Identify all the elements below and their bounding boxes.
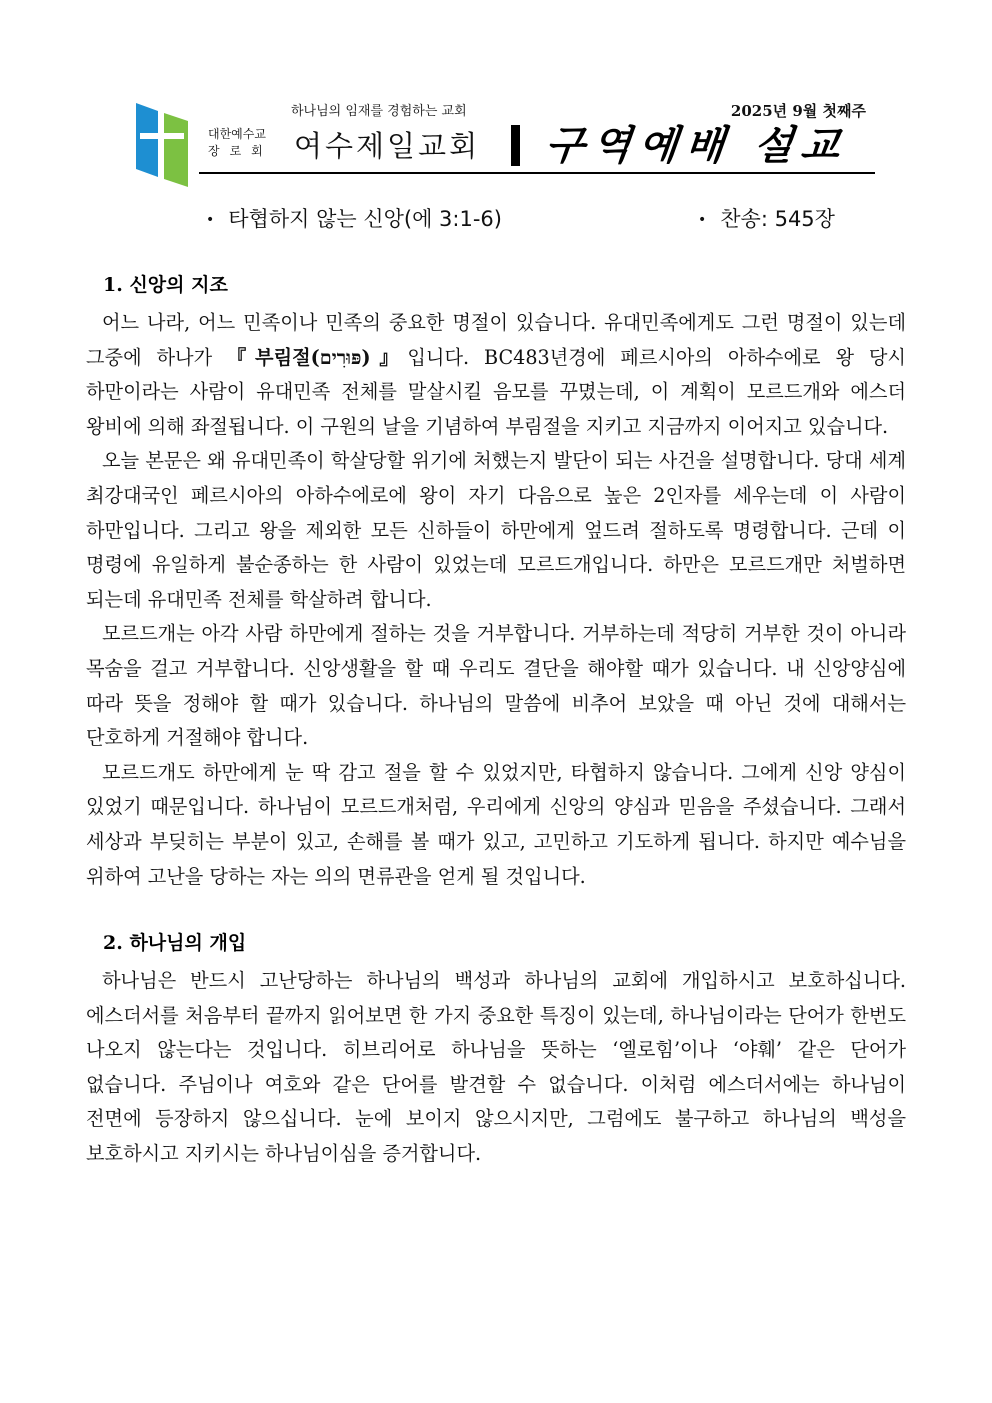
- paragraph: 모르드개도 하만에게 눈 딱 감고 절을 할 수 있었지만, 타협하지 않습니다. 그에게 신앙 양심이 있었기 때문입니다. 하나님이 모르드개처럼, 우리에게 신앙의 양심과 믿음을 주셨습니다. 그래서 세상과 부딪히는 부분이 있고, 손해를 볼 때가 있고, 고민하고 기도하게 됩니다. 하지만 예수님을 위하여 고난을 당하는 자는 의의 면류관을 얻게 될 것입니다.: [86, 760, 906, 888]
- bullet-icon: •: [698, 212, 707, 228]
- church-name: 여수제일교회: [294, 129, 481, 163]
- bullet-icon: •: [206, 212, 215, 228]
- section-heading: 1. 신앙의 지조: [103, 274, 228, 296]
- church-motto: 하나님의 임재를 경험하는 교회: [291, 104, 467, 119]
- header-divider-bar: [511, 125, 520, 166]
- purim-term: 『부림절(פּוּרִים)』: [227, 345, 408, 369]
- document-header: [0, 0, 992, 180]
- section-heading: 2. 하나님의 개입: [103, 932, 247, 955]
- paragraph: 하나님은 반드시 고난당하는 하나님의 백성과 하나님의 교회에 개입하시고 보호하십니다. 에스더서를 처음부터 끝까지 읽어보면 한 가지 중요한 특징이 있는데, 하나님이라는 단어가 한번도 나오지 않는다는 것입니다. 히브리어로 하나님을 뜻하는 ‘엘로힘’이나 ‘야훼’ 같은 단어가 없습니다. 주님이나 여호와 같은 단어를 발견할 수 없습니다. 이처럼 에스더서에는 하나님이 전면에 등장하지 않으십니다. 눈에 보이지 않으시지만, 그럼에도 불구하고 하나님의 백성을 보호하시고 지키시는 하나님이심을 증거합니다.: [86, 969, 906, 1166]
- hymn-number: 찬송: 545장: [720, 207, 835, 231]
- sermon-title-line: [206, 203, 502, 233]
- denomination-line1: 대한예수교: [208, 127, 266, 141]
- paragraph: 모르드개는 아각 사람 하만에게 절하는 것을 거부합니다. 거부하는데 적당히 거부한 것이 아니라 목숨을 걸고 거부합니다. 신앙생활을 할 때 우리도 결단을 해야할 때가 있습니다. 내 신앙양심에 따라 뜻을 정해야 할 때가 있습니다. 하나님의 말씀에 비추어 보았을 때 아닌 것에 대해서는 단호하게 거절해야 합니다.: [86, 622, 906, 750]
- sermon-title: 타협하지 않는 신앙(에 3:1-6): [228, 207, 502, 231]
- sermon-body: [86, 270, 906, 1172]
- header-rule: [199, 172, 875, 174]
- paragraph: 어느 나라, 어느 민족이나 민족의 중요한 명절이 있습니다. 유대민족에게도 그런 명절이 있는데 그중에 하나가 『부림절(פּוּרִים)』입니다. BC483년경에 페르시아의 아하수에로 왕 당시 하만이라는 사람이 유대민족 전체를 말살시킬 음모를 꾸몄는데, 이 계획이 모르드개와 에스더 왕비에 의해 좌절됩니다. 이 구원의 날을 기념하여 부림절을 지키고 지금까지 이어지고 있습니다.: [86, 311, 906, 438]
- denomination-line2: 장로회: [208, 144, 273, 158]
- church-cross-logo-icon: [136, 103, 188, 187]
- section-gap: [86, 894, 906, 928]
- denomination-label: [208, 126, 273, 160]
- paragraph: 오늘 본문은 왜 유대민족이 학살당할 위기에 처했는지 발단이 되는 사건을 설명합니다. 당대 세계 최강대국인 페르시아의 아하수에로에 왕이 자기 다음으로 높은 2인자를 세우는데 이 사람이 하만입니다. 그리고 왕을 제외한 모든 신하들이 하만에게 엎드려 절하도록 명령합니다. 근데 이 명령에 유일하게 불순종하는 한 사람이 있었는데 모르드개입니다. 하만은 모르드개만 처벌하면 되는데 유대민족 전체를 학살하려 합니다.: [86, 449, 906, 611]
- document-title: 구역예배 설교: [543, 123, 850, 169]
- issue-date: 2025년 9월 첫째주: [730, 102, 866, 120]
- hymn-line: [698, 203, 835, 233]
